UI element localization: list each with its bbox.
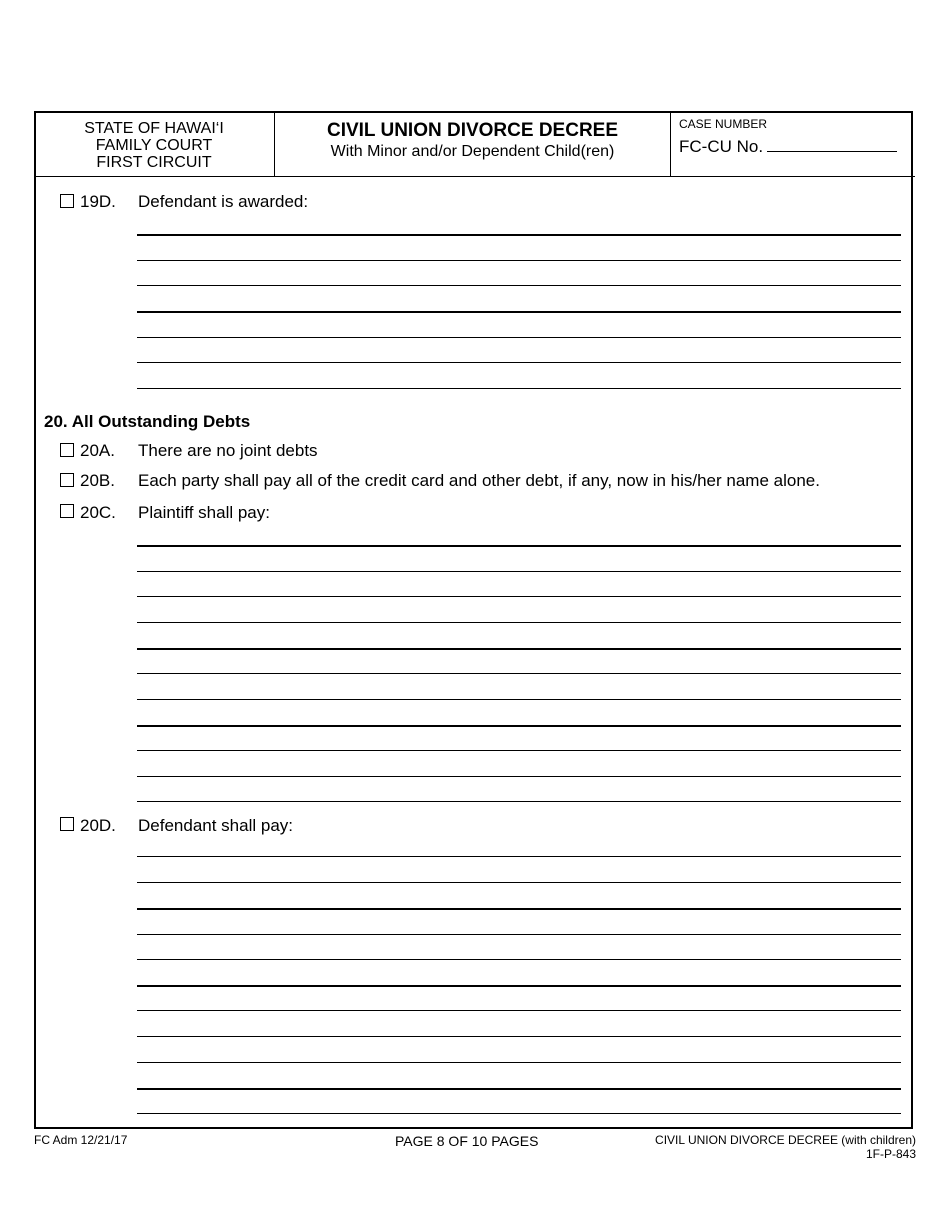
checkbox-20b[interactable] bbox=[60, 473, 74, 487]
case-number-cell bbox=[671, 111, 915, 176]
entry-line[interactable] bbox=[137, 776, 901, 777]
item-20a-number: 20A. bbox=[80, 441, 115, 460]
entry-line[interactable] bbox=[137, 801, 901, 802]
entry-line[interactable] bbox=[137, 337, 901, 338]
item-19d-number: 19D. bbox=[80, 192, 116, 211]
footer-doc-title: CIVIL UNION DIVORCE DECREE (with children) bbox=[655, 1133, 916, 1147]
entry-line[interactable] bbox=[137, 1113, 901, 1114]
checkbox-19d[interactable] bbox=[60, 194, 74, 208]
court-circuit: FIRST CIRCUIT bbox=[96, 154, 212, 171]
entry-line[interactable] bbox=[137, 1088, 901, 1090]
entry-line[interactable] bbox=[137, 1062, 901, 1063]
entry-line[interactable] bbox=[137, 673, 901, 674]
entry-line[interactable] bbox=[137, 260, 901, 261]
item-20a-text: There are no joint debts bbox=[138, 441, 318, 460]
entry-line[interactable] bbox=[137, 699, 901, 700]
entry-line[interactable] bbox=[137, 571, 901, 572]
item-20b-text: Each party shall pay all of the credit card and other debt, if any, now in his/her name alone. bbox=[138, 471, 820, 490]
court-state: STATE OF HAWAI‘I bbox=[84, 120, 224, 137]
entry-line[interactable] bbox=[137, 622, 901, 623]
form-title: CIVIL UNION DIVORCE DECREE bbox=[326, 120, 619, 141]
entry-line[interactable] bbox=[137, 882, 901, 883]
checkbox-20a[interactable] bbox=[60, 443, 74, 457]
entry-line[interactable] bbox=[137, 959, 901, 960]
entry-line[interactable] bbox=[137, 725, 901, 727]
entry-line[interactable] bbox=[137, 648, 901, 650]
footer-page-number: PAGE 8 OF 10 PAGES bbox=[395, 1133, 539, 1149]
checkbox-20d[interactable] bbox=[60, 817, 74, 831]
entry-line[interactable] bbox=[137, 1010, 901, 1011]
entry-line[interactable] bbox=[137, 545, 901, 547]
entry-line[interactable] bbox=[137, 750, 901, 751]
entry-line[interactable] bbox=[137, 596, 901, 597]
form-title-cell bbox=[275, 111, 671, 176]
court-info bbox=[34, 111, 275, 176]
form-frame bbox=[34, 111, 913, 1129]
section-20-heading: 20. All Outstanding Debts bbox=[44, 412, 251, 431]
entry-line[interactable] bbox=[137, 985, 901, 987]
entry-line[interactable] bbox=[137, 856, 901, 857]
item-20b-number: 20B. bbox=[80, 471, 115, 490]
entry-line[interactable] bbox=[137, 908, 901, 910]
entry-line[interactable] bbox=[137, 362, 901, 363]
item-20d-text: Defendant shall pay: bbox=[138, 816, 293, 835]
checkbox-20c[interactable] bbox=[60, 504, 74, 518]
entry-line[interactable] bbox=[137, 285, 901, 286]
case-number-field[interactable] bbox=[767, 139, 897, 152]
court-family: FAMILY COURT bbox=[95, 137, 213, 154]
item-20c-text: Plaintiff shall pay: bbox=[138, 503, 270, 522]
form-subtitle: With Minor and/or Dependent Child(ren) bbox=[330, 143, 615, 160]
entry-line[interactable] bbox=[137, 234, 901, 236]
footer-form-id: FC Adm 12/21/17 bbox=[34, 1133, 128, 1147]
entry-line[interactable] bbox=[137, 934, 901, 935]
entry-line[interactable] bbox=[137, 311, 901, 313]
item-19d-text: Defendant is awarded: bbox=[138, 192, 309, 211]
entry-line[interactable] bbox=[137, 388, 901, 389]
case-prefix: FC-CU No. bbox=[679, 137, 764, 156]
case-number-label: CASE NUMBER bbox=[679, 117, 768, 131]
item-20d-number: 20D. bbox=[80, 816, 116, 835]
item-20c-number: 20C. bbox=[80, 503, 116, 522]
form-header bbox=[34, 111, 915, 177]
case-number-row bbox=[679, 137, 915, 157]
entry-line[interactable] bbox=[137, 1036, 901, 1037]
footer-form-code: 1F-P-843 bbox=[865, 1147, 916, 1161]
